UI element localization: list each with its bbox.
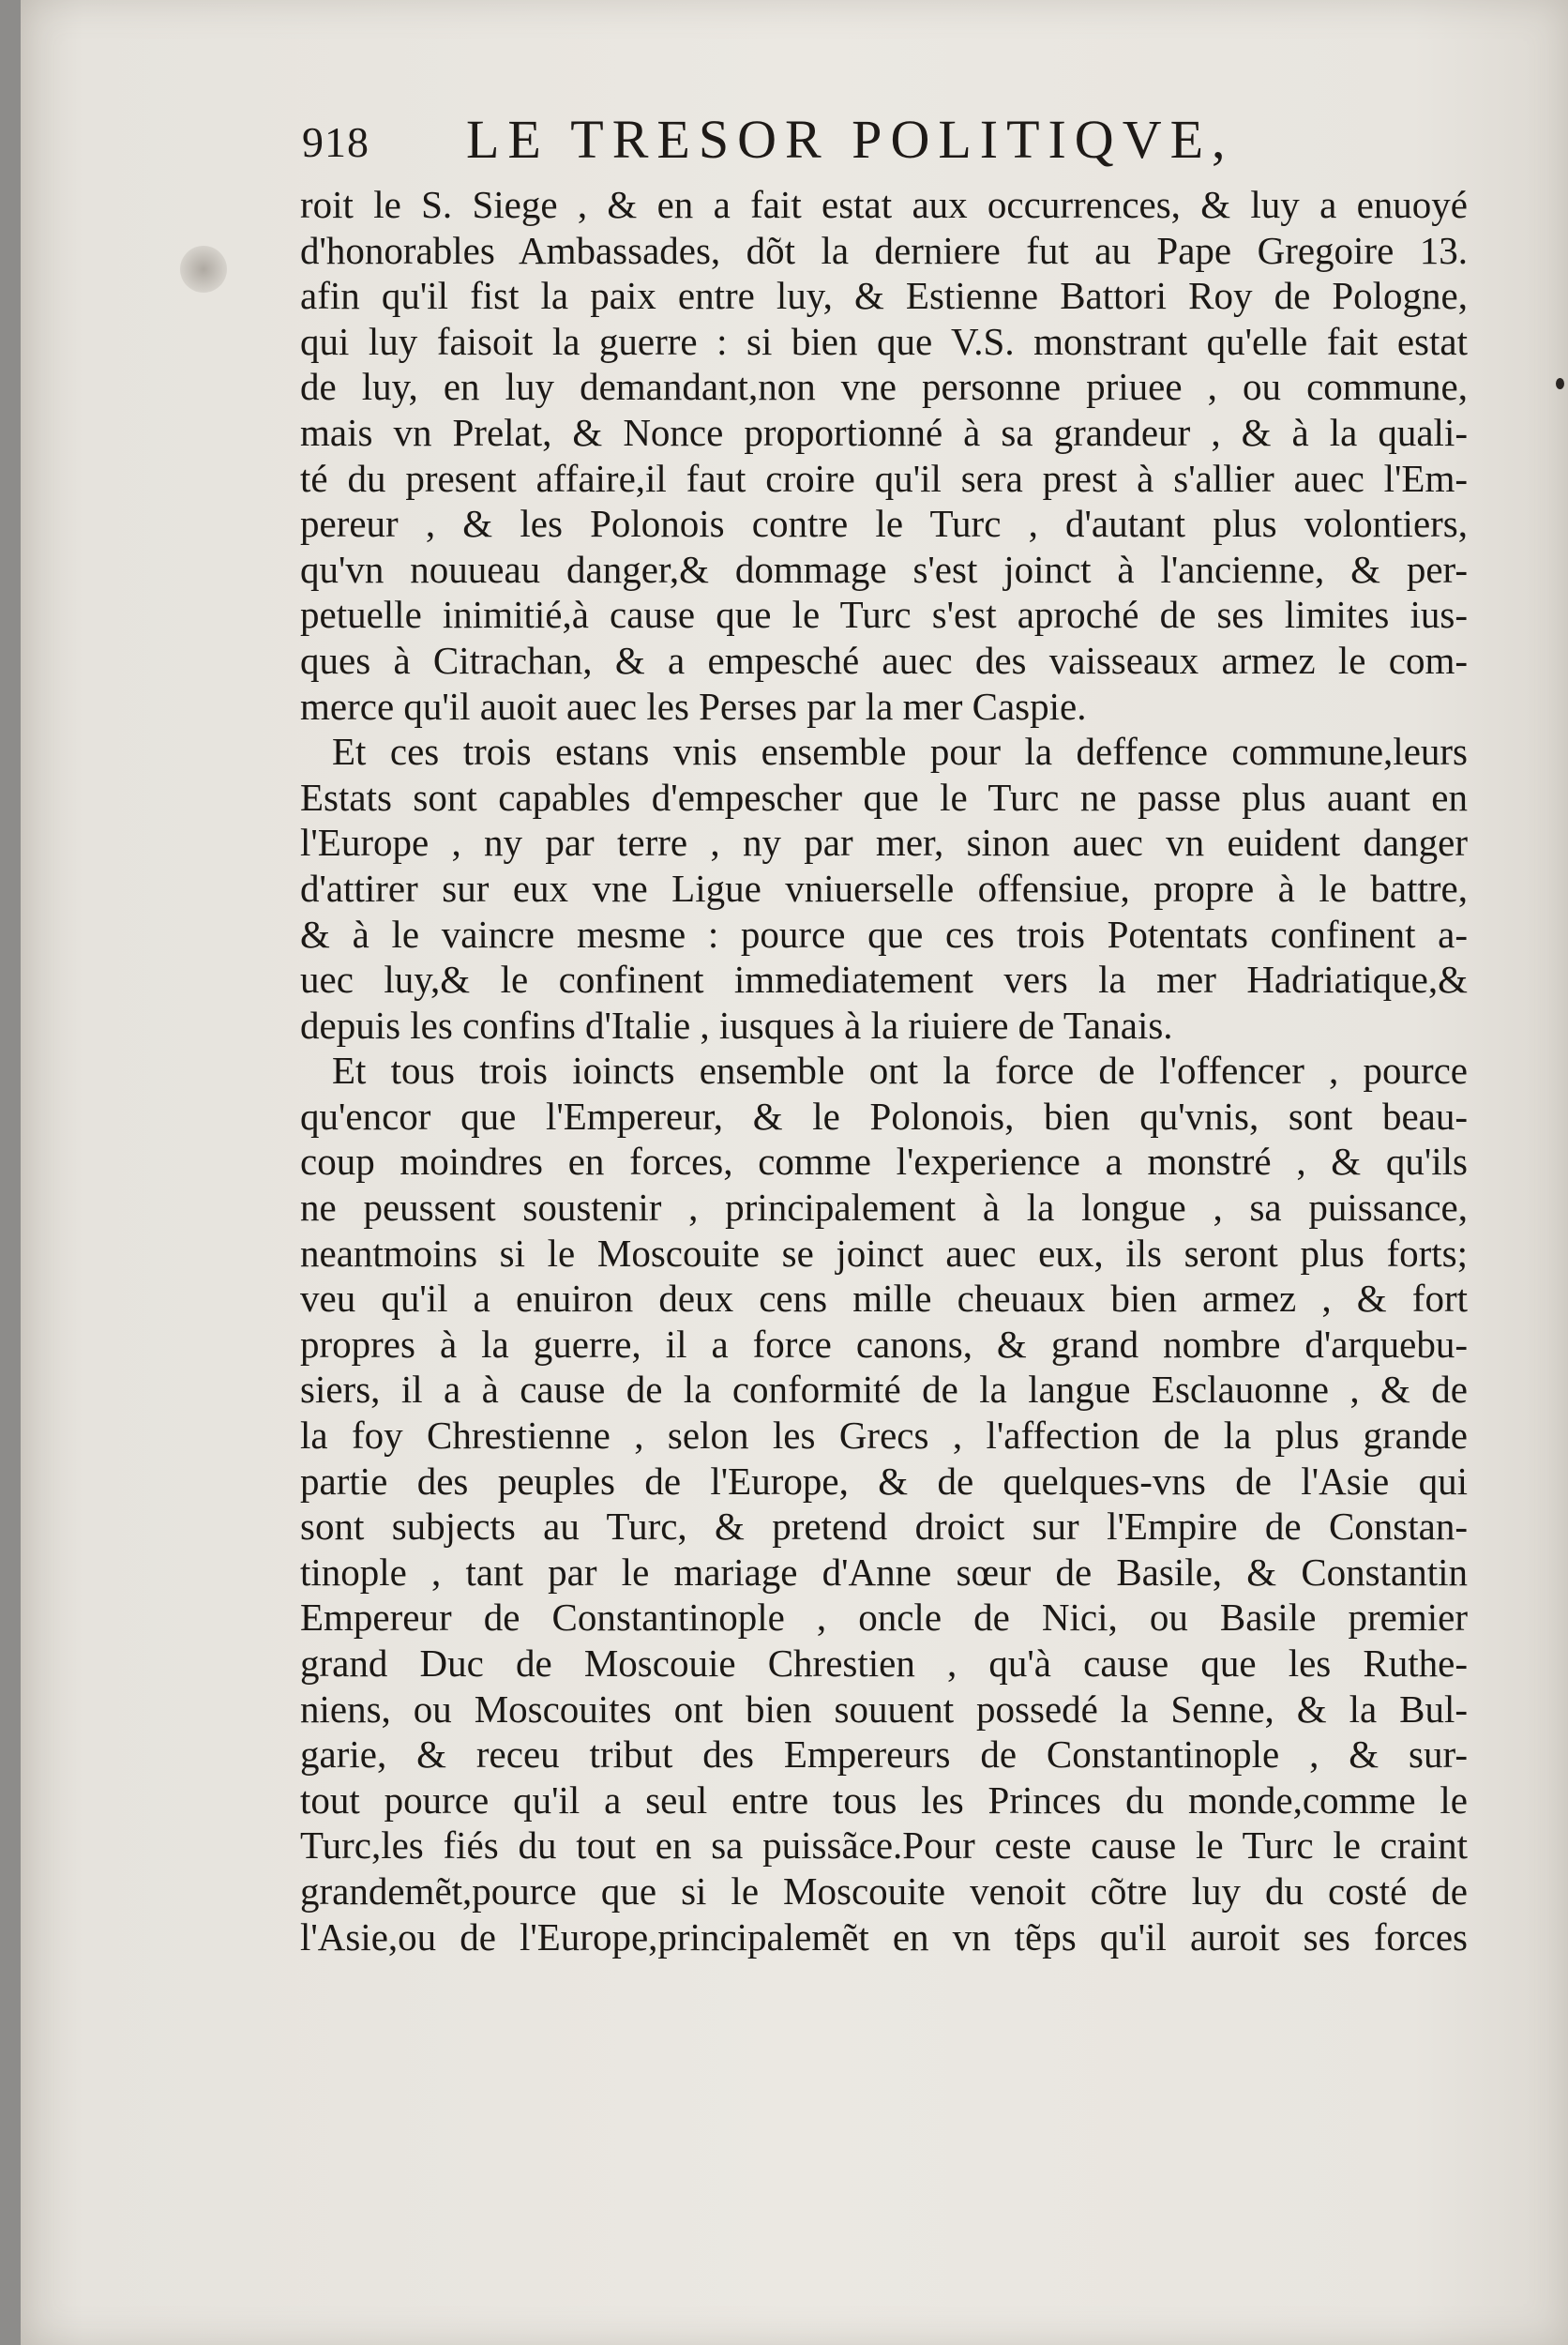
ink-dot: [1556, 378, 1564, 389]
text-line: ques à Citrachan, & a empesché auec des vaisseaux armez le com-: [300, 638, 1468, 682]
text-line: niens, ou Moscouites ont bien souuent possedé la Senne, & la Bul-: [300, 1687, 1468, 1731]
text-line: qui luy faisoit la guerre : si bien que V.S. monstrant qu'elle fait estat: [300, 319, 1468, 363]
text-line: Empereur de Constantinople , oncle de Nici, ou Basile premier: [300, 1596, 1468, 1640]
text-line: Et ces trois estans vnis ensemble pour la deffence commune,leurs: [332, 730, 1468, 774]
text-line: depuis les confins d'Italie , iusques à la riuiere de Tanais.: [300, 1003, 1173, 1047]
text-line: qu'encor que l'Empereur, & le Polonois, bien qu'vnis, sont beau-: [300, 1094, 1468, 1138]
text-line: afin qu'il fist la paix entre luy, & Estienne Battori Roy de Pologne,: [300, 274, 1468, 318]
text-line: garie, & receu tribut des Empereurs de Constantinople , & sur-: [300, 1732, 1468, 1777]
text-line: grand Duc de Moscouie Chrestien , qu'à cause que les Ruthe-: [300, 1642, 1468, 1685]
text-line: Et tous trois ioincts ensemble ont la force de l'offencer , pource: [332, 1049, 1468, 1093]
text-line: d'honorables Ambassades, dõt la derniere fut au Pape Gregoire 13.: [300, 228, 1468, 272]
book-page: [21, 0, 1568, 2345]
page-header: [302, 108, 1240, 183]
text-line: qu'vn nouueau danger,& dommage s'est joinct à l'ancienne, & per-: [300, 547, 1468, 591]
text-line: partie des peuples de l'Europe, & de quelques-vns de l'Asie qui: [300, 1459, 1468, 1503]
text-line: coup moindres en forces, comme l'experience a monstré , & qu'ils: [300, 1140, 1468, 1184]
text-line: tout pource qu'il a seul entre tous les Princes du monde,comme le: [300, 1778, 1468, 1822]
text-line: Estats sont capables d'empescher que le Turc ne passe plus auant en: [300, 775, 1468, 819]
text-line: la foy Chrestienne , selon les Grecs , l'affection de la plus grande: [300, 1414, 1468, 1458]
page-number: 918: [302, 118, 369, 166]
text-line: siers, il a à cause de la conformité de la langue Esclauonne , & de: [300, 1368, 1468, 1412]
text-line: uec luy,& le confinent immediatement vers la mer Hadriatique,&: [300, 958, 1468, 1002]
text-line: Turc,les fiés du tout en sa puissãce.Pour ceste cause le Turc le craint: [300, 1823, 1468, 1868]
text-line: l'Europe , ny par terre , ny par mer, sinon auec vn euident danger: [300, 821, 1468, 865]
text-line: d'attirer sur eux vne Ligue vniuerselle offensiue, propre à le battre,: [300, 866, 1468, 910]
text-line: l'Asie,ou de l'Europe,principalemẽt en vn tẽps qu'il auroit ses forces: [300, 1914, 1468, 1959]
text-line: petuelle inimitié,à cause que le Turc s'est aproché de ses limites ius-: [300, 593, 1468, 637]
text-line: grandemẽt,pource que si le Moscouite venoit cõtre luy du costé de: [300, 1868, 1468, 1913]
text-line: sont subjects au Turc, & pretend droict sur l'Empire de Constan-: [300, 1505, 1468, 1549]
text-line: merce qu'il auoit auec les Perses par la mer Caspie.: [300, 684, 1087, 728]
text-line: neantmoins si le Moscouite se joinct auec eux, ils seront plus forts;: [300, 1231, 1468, 1275]
text-line: de luy, en luy demandant,non vne personne priuee , ou commune,: [300, 365, 1468, 409]
text-line: pereur , & les Polonois contre le Turc , d'autant plus volontiers,: [300, 502, 1468, 546]
text-line: tinople , tant par le mariage d'Anne sœur de Basile, & Constantin: [300, 1550, 1468, 1594]
running-title: LE TRESOR POLITIQVE,: [466, 109, 1234, 170]
text-line: roit le S. Siege , & en a fait estat aux occurrences, & luy a enuoyé: [300, 183, 1468, 226]
text-line: mais vn Prelat, & Nonce proportionné à sa grandeur , & à la quali-: [300, 410, 1468, 454]
text-line: veu qu'il a enuiron deux cens mille cheuaux bien armez , & fort: [300, 1277, 1468, 1321]
text-line: propres à la guerre, il a force canons, & grand nombre d'arquebu-: [300, 1322, 1468, 1366]
text-line: & à le vaincre mesme : pource que ces trois Potentats confinent a-: [300, 912, 1468, 956]
body-text: [300, 182, 1468, 1959]
text-line: ne peussent soustenir , principalement à la longue , sa puissance,: [300, 1186, 1468, 1230]
ink-smudge: [180, 246, 227, 293]
text-line: té du present affaire,il faut croire qu'il sera prest à s'allier auec l'Em-: [300, 456, 1468, 500]
